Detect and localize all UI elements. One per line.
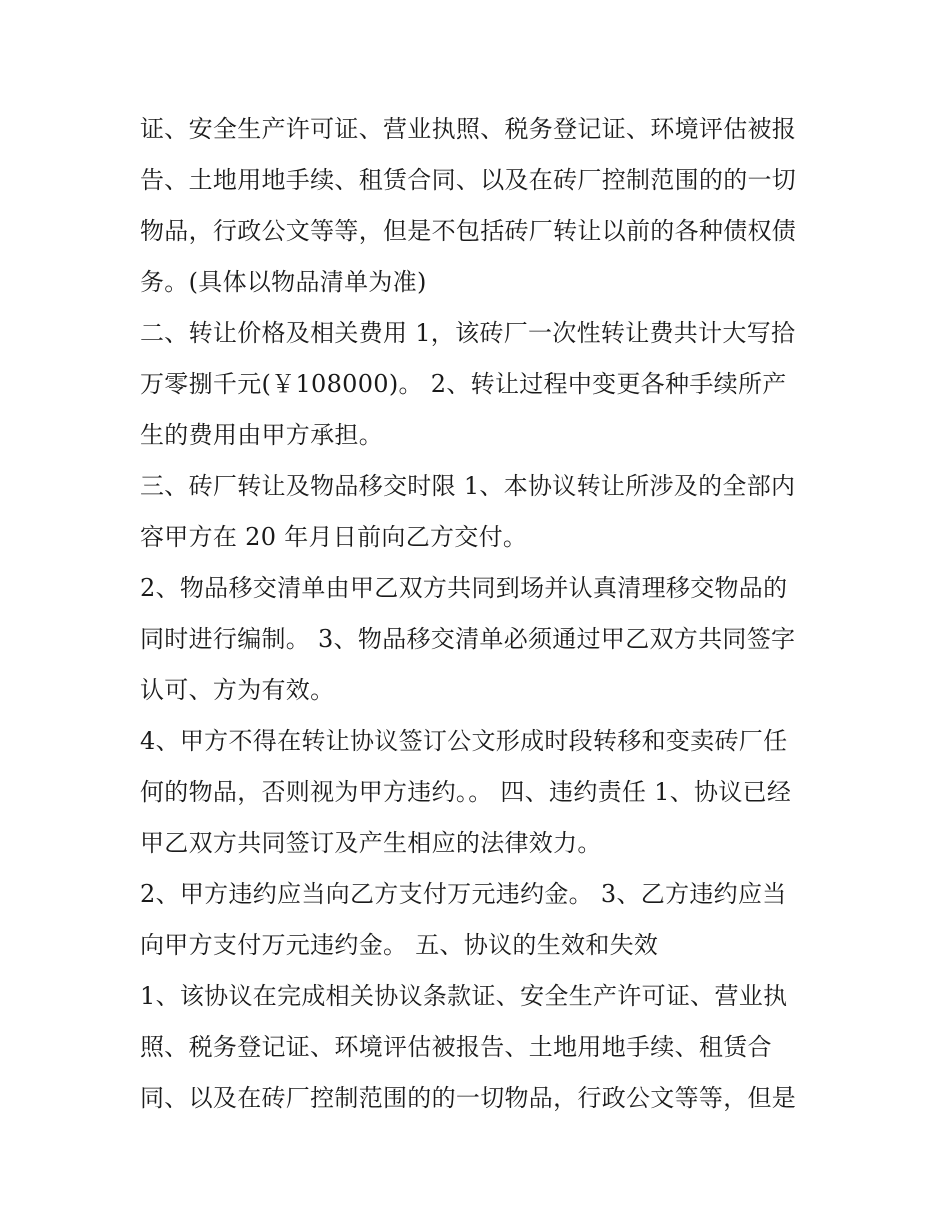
text-line: 证、安全生产许可证、营业执照、税务登记证、环境评估被报 [140,115,797,143]
text-line: 务。(具体以物品清单为准) [140,268,427,296]
text-line: 4、甲方不得在转让协议签订公文形成时段转移和变卖砖厂任 [140,727,788,755]
text-line: 照、税务登记证、环境评估被报告、土地用地手续、租赁合 [140,1033,772,1061]
text-line: 认可、方为有效。 [140,676,335,704]
text-line: 何的物品，否则视为甲方违约。。 四、违约责任 1、协议已经 [140,778,792,806]
text-line: 物品，行政公文等等，但是不包括砖厂转让以前的各种债权债 [140,217,797,245]
text-line: 容甲方在 20 年月日前向乙方交付。 [140,523,528,551]
text-line: 向甲方支付万元违约金。 五、协议的生效和失效 [140,931,659,959]
text-line: 2、甲方违约应当向乙方支付万元违约金。 3、乙方违约应当 [140,880,787,908]
text-line: 1、该协议在完成相关协议条款证、安全生产许可证、营业执 [140,982,788,1010]
text-line: 同时进行编制。 3、物品移交清单必须通过甲乙双方共同签字 [140,625,796,653]
document-body [140,104,820,1124]
text-line: 2、物品移交清单由甲乙双方共同到场并认真清理移交物品的 [140,574,788,602]
section-3-heading-line: 三、砖厂转让及物品移交时限 1、本协议转让所涉及的全部内 [140,472,796,500]
text-line: 生的费用由甲方承担。 [140,421,383,449]
text-line: 万零捌千元(￥108000)。 2、转让过程中变更各种手续所产 [140,370,787,398]
text-line: 告、土地用地手续、租赁合同、以及在砖厂控制范围的的一切 [140,166,797,194]
text-line: 同、以及在砖厂控制范围的的一切物品，行政公文等等，但是 [140,1084,797,1112]
text-line: 甲乙双方共同签订及产生相应的法律效力。 [140,829,602,857]
section-2-heading-line: 二、转让价格及相关费用 1，该砖厂一次性转让费共计大写拾 [140,319,796,347]
